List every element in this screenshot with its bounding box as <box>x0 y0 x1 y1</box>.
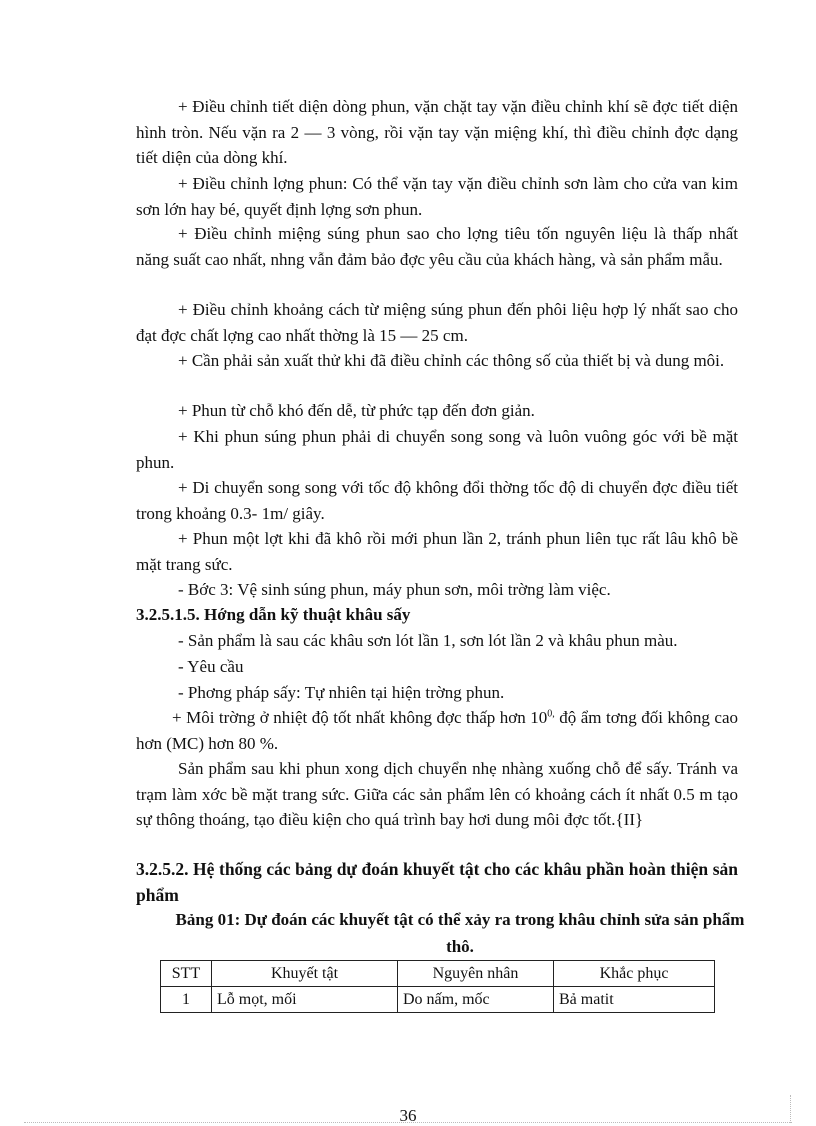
cell-remedy: Bả matit <box>554 987 715 1013</box>
env-text-before: + Môi trờng ở nhiệt độ tốt nhất không đợc thấp hơn 10 <box>172 708 548 727</box>
defect-table <box>160 960 715 1013</box>
cell-defect: Lỗ mọt, mối <box>212 987 398 1013</box>
paragraph-speed: + Di chuyển song song với tốc độ không đổi thờng tốc độ di chuyển đợc điều tiết trong khoảng 0.3- 1m/ giây. <box>136 478 738 523</box>
paragraph-environment <box>136 705 738 756</box>
drying-line-product: - Sản phẩm là sau các khâu sơn lót lần 1, sơn lót lần 2 và khâu phun màu. <box>178 631 678 650</box>
margin-dotted-line <box>790 1095 791 1123</box>
paragraph-spray-section: + Điều chỉnh tiết diện dòng phun, vặn chặt tay vặn điều chỉnh khí sẽ đợc tiết diện hình tròn. Nếu vặn ra 2 — 3 vòng, rồi vặn tay vặn miệng khí, thì điều chỉnh đợc dạng tiết diện của dòng khí. <box>136 97 738 167</box>
paragraph-spray-order: + Phun từ chỗ khó đến dễ, từ phức tạp đến đơn giản. <box>178 401 535 420</box>
page-number: 36 <box>399 1106 417 1125</box>
paragraph-spray-motion: + Khi phun súng phun phải di chuyển song song và luôn vuông góc với bề mặt phun. <box>136 427 738 472</box>
paragraph-distance: + Điều chỉnh khoảng cách từ miệng súng phun đến phôi liệu hợp lý nhất sao cho đạt đợc chất lợng cao nhất thờng là 15 — 25 cm. <box>136 300 738 345</box>
paragraph-product-handling: Sản phẩm sau khi phun xong dịch chuyển nhẹ nhàng xuống chỗ để sấy. Tránh va trạm làm xớc bề mặt trang sức. Giữa các sản phẩm lên có khoảng cách ít nhất 0.5 m tạo sự thông thoáng, tạo điều kiện cho quá trình bay hơi dung môi đợc tốt.{II} <box>136 759 738 829</box>
header-defect: Khuyết tật <box>212 961 398 987</box>
header-cause: Nguyên nhân <box>398 961 554 987</box>
env-superscript: 0, <box>547 708 555 720</box>
paragraph-step-3: - Bớc 3: Vệ sinh súng phun, máy phun sơn, môi trờng làm việc. <box>178 580 611 599</box>
table-header-row <box>161 961 715 987</box>
header-remedy: Khắc phục <box>554 961 715 987</box>
paragraph-second-coat: + Phun một lợt khi đã khô rồi mới phun lần 2, tránh phun liên tục rất lâu khô bề mặt trang sức. <box>136 529 738 574</box>
paragraph-gun-mouth: + Điều chỉnh miệng súng phun sao cho lợng tiêu tốn nguyên liệu là thấp nhất năng suất cao nhất, nhng vẫn đảm bảo đợc yêu cầu của khách hàng, và sản phẩm mẫu. <box>136 224 738 269</box>
cell-stt: 1 <box>161 987 212 1013</box>
env-text-after: độ ẩm tơng đối không cao hơn (MC) hơn 80 %. <box>136 708 738 753</box>
cell-cause: Do nấm, mốc <box>398 987 554 1013</box>
paragraph-test-production: + Cần phải sản xuất thử khi đã điều chỉnh các thông số của thiết bị và dung môi. <box>178 351 725 370</box>
table-caption: Bảng 01: Dự đoán các khuyết tật có thể xảy ra trong khâu chỉnh sửa sản phẩm thô. <box>175 910 745 956</box>
heading-drying-guide: 3.2.5.1.5. Hớng dẫn kỹ thuật khâu sấy <box>136 605 411 624</box>
paragraph-spray-amount: + Điều chỉnh lợng phun: Có thể vặn tay vặn điều chỉnh sơn làm cho cửa van kim sơn lớn hay bé, quyết định lợng sơn phun. <box>136 174 738 219</box>
table-row <box>161 987 715 1013</box>
drying-line-method: - Phơng pháp sấy: Tự nhiên tại hiện trờng phun. <box>178 683 505 702</box>
header-stt: STT <box>161 961 212 987</box>
drying-line-requirement: - Yêu cầu <box>178 657 244 676</box>
heading-defect-tables: 3.2.5.2. Hệ thống các bảng dự đoán khuyết tật cho các khâu phần hoàn thiện sản phẩm <box>136 859 738 905</box>
